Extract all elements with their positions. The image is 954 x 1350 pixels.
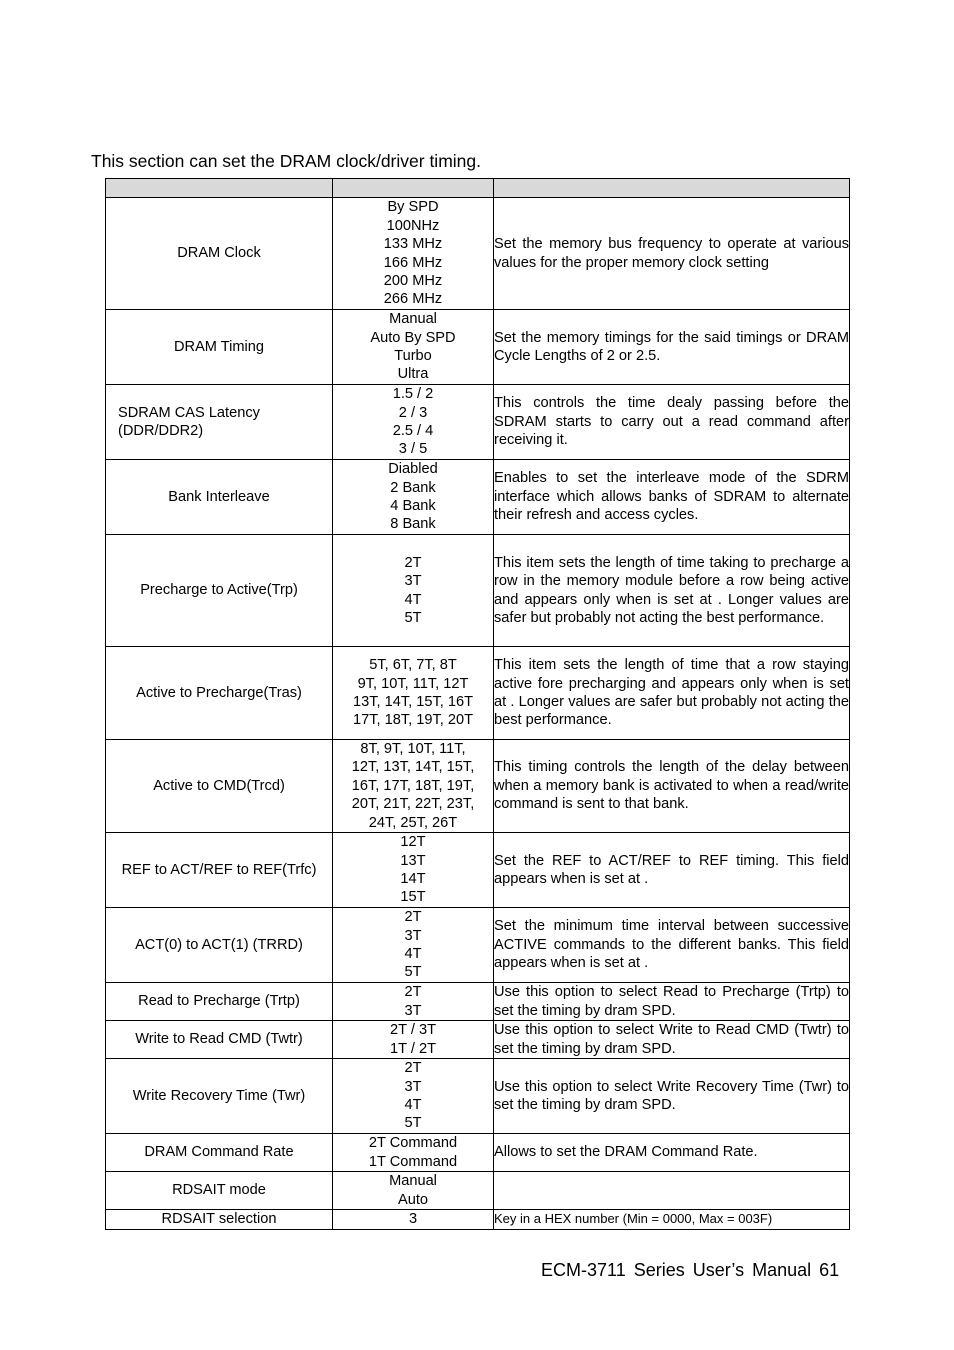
table-row	[106, 198, 850, 310]
row-name: Write to Read CMD (Twtr)	[106, 1021, 333, 1059]
row-description: Key in a HEX number (Min = 0000, Max = 003F)	[494, 1210, 850, 1230]
row-description: Use this option to select Read to Precharge (Trtp) to set the timing by dram SPD.	[494, 984, 849, 1019]
row-options	[333, 385, 494, 460]
option-value: 24T, 25T, 26T	[368, 814, 458, 831]
row-description: Enables to set the interleave mode of the SDRM interface which allows banks of SDRAM to alternate their refresh and access cycles.	[494, 460, 850, 535]
row-description: Set the REF to ACT/REF to REF timing. This field appears when is set at .	[494, 833, 850, 908]
row-description: Allows to set the DRAM Command Rate.	[494, 1134, 850, 1172]
row-options	[333, 1059, 494, 1134]
option-value: 12T	[400, 834, 426, 851]
table-row	[106, 908, 850, 983]
table-row	[106, 460, 850, 535]
option-value: Manual	[389, 311, 437, 328]
option-value: 4T	[404, 946, 422, 963]
row-options	[333, 535, 494, 647]
row-name: DRAM Timing	[106, 310, 333, 385]
table-row	[106, 385, 850, 460]
option-value: 3T	[404, 1002, 422, 1019]
option-value: 4T	[404, 1097, 422, 1114]
row-name: Active to CMD(Trcd)	[106, 740, 333, 833]
option-value: 3 / 5	[398, 441, 428, 458]
header-cell-description	[494, 179, 850, 198]
table-row	[106, 647, 850, 740]
option-value: Diabled	[388, 461, 438, 478]
option-value: 4 Bank	[390, 498, 436, 514]
option-value: 100NHz	[386, 217, 440, 234]
row-name: ACT(0) to ACT(1) (TRRD)	[106, 908, 333, 983]
table-row	[106, 1059, 850, 1134]
row-options	[333, 908, 494, 983]
row-description: Use this option to select Write Recovery Time (Twr) to set the timing by dram SPD.	[494, 1059, 850, 1134]
option-value: 2T / 3T	[390, 1022, 436, 1039]
table-row	[106, 1134, 850, 1172]
row-description: This item sets the length of time taking to precharge a row in the memory module before a row being active and appears only when is set at . Longer values are safer but probably not acting the best performance.	[494, 535, 850, 647]
row-description: Set the memory timings for the said timings or DRAM Cycle Lengths of 2 or 2.5.	[494, 310, 850, 385]
option-value: Manual	[389, 1173, 437, 1190]
option-value: 3	[408, 1211, 418, 1228]
table-row	[106, 1172, 850, 1210]
table-row	[106, 1021, 850, 1059]
row-name: Read to Precharge (Trtp)	[106, 983, 333, 1021]
row-name: DRAM Command Rate	[106, 1134, 333, 1172]
option-value: 2 Bank	[390, 479, 436, 496]
option-value: 133 MHz	[383, 236, 443, 253]
option-value: 3T	[404, 573, 422, 590]
header-cell-item	[106, 179, 333, 198]
option-value: 1T / 2T	[390, 1040, 436, 1057]
row-options	[333, 310, 494, 385]
row-name: RDSAIT selection	[106, 1210, 333, 1230]
option-value: 166 MHz	[383, 254, 443, 271]
row-description: This controls the time dealy passing before the SDRAM starts to carry out a read command after receiving it.	[494, 385, 850, 460]
option-value: 1.5 / 2	[392, 386, 434, 403]
header-cell-options	[333, 179, 494, 198]
row-options	[333, 833, 494, 908]
option-value: 15T	[400, 889, 426, 906]
option-value: 4T	[404, 591, 422, 608]
row-name: Write Recovery Time (Twr)	[106, 1059, 333, 1134]
row-description	[494, 1172, 850, 1210]
option-value: 12T, 13T, 14T, 15T,	[351, 759, 475, 776]
table-row	[106, 310, 850, 385]
row-description: Use this option to select Write to Read CMD (Twtr) to set the timing by dram SPD.	[494, 1022, 849, 1057]
option-value: Turbo	[394, 348, 432, 364]
option-value: 5T	[404, 1115, 422, 1132]
row-options	[333, 1172, 494, 1210]
option-value: 8 Bank	[390, 516, 436, 533]
option-value: Ultra	[397, 366, 429, 383]
row-name: DRAM Clock	[106, 198, 333, 310]
dram-timing-table	[105, 178, 850, 1230]
option-value: 2T	[404, 984, 422, 1001]
option-value: 2T	[404, 1060, 422, 1077]
row-options	[333, 1210, 494, 1230]
table-row	[106, 535, 850, 647]
option-value: 8T, 9T, 10T, 11T,	[360, 741, 466, 757]
option-value: 2T Command	[368, 1135, 458, 1152]
option-value: 16T, 17T, 18T, 19T,	[351, 777, 475, 794]
option-value: 2T	[404, 909, 422, 926]
option-value: 13T	[400, 852, 426, 869]
option-value: 3T	[404, 1078, 422, 1095]
row-options	[333, 198, 494, 310]
page-footer: ECM-3711 Series User’s Manual 61	[541, 1260, 840, 1280]
row-name: REF to ACT/REF to REF(Trfc)	[106, 833, 333, 908]
table-row	[106, 983, 850, 1021]
table-header-row	[106, 179, 850, 198]
row-name: SDRAM CAS Latency (DDR/DDR2)	[106, 385, 333, 460]
option-value: 3T	[404, 927, 422, 944]
option-value: 20T, 21T, 22T, 23T,	[351, 796, 475, 813]
row-options	[333, 1021, 494, 1059]
option-value: 1T Command	[368, 1153, 458, 1170]
option-value: 5T, 6T, 7T, 8T	[369, 657, 457, 674]
option-value: 2.5 / 4	[392, 423, 434, 439]
option-value: 9T, 10T, 11T, 12T	[357, 675, 469, 692]
row-name: Active to Precharge(Tras)	[106, 647, 333, 740]
section-intro: This section can set the DRAM clock/driver timing.	[91, 151, 481, 171]
option-value: 2 / 3	[398, 404, 428, 421]
row-description: Set the minimum time interval between successive ACTIVE commands to the different banks. This field appears when is set at .	[494, 908, 850, 983]
row-name: Precharge to Active(Trp)	[106, 535, 333, 647]
table-row	[106, 833, 850, 908]
table-row	[106, 740, 850, 833]
row-description: This timing controls the length of the delay between when a memory bank is activated to when a read/write command is sent to that bank.	[494, 740, 850, 833]
option-value: 17T, 18T, 19T, 20T	[352, 712, 474, 729]
option-value: Auto	[397, 1191, 429, 1208]
option-value: 200 MHz	[383, 272, 443, 289]
option-value: 13T, 14T, 15T, 16T	[352, 694, 474, 710]
option-value: 5T	[404, 964, 422, 981]
row-options	[333, 983, 494, 1021]
row-options	[333, 460, 494, 535]
row-description: Set the memory bus frequency to operate at various values for the proper memory clock setting	[494, 198, 850, 310]
row-options	[333, 647, 494, 740]
row-name: RDSAIT mode	[106, 1172, 333, 1210]
option-value: 5T	[404, 609, 422, 626]
row-description: This item sets the length of time that a row staying active fore precharging and appears only when is set at . Longer values are safer but probably not acting the best performance.	[494, 647, 850, 740]
option-value: Auto By SPD	[370, 329, 456, 346]
option-value: 14T	[400, 871, 426, 888]
option-value: 266 MHz	[383, 291, 443, 308]
option-value: By SPD	[387, 199, 439, 216]
table-row	[106, 1210, 850, 1230]
row-name: Bank Interleave	[106, 460, 333, 535]
row-options	[333, 1134, 494, 1172]
row-options	[333, 740, 494, 833]
option-value: 2T	[404, 554, 422, 571]
